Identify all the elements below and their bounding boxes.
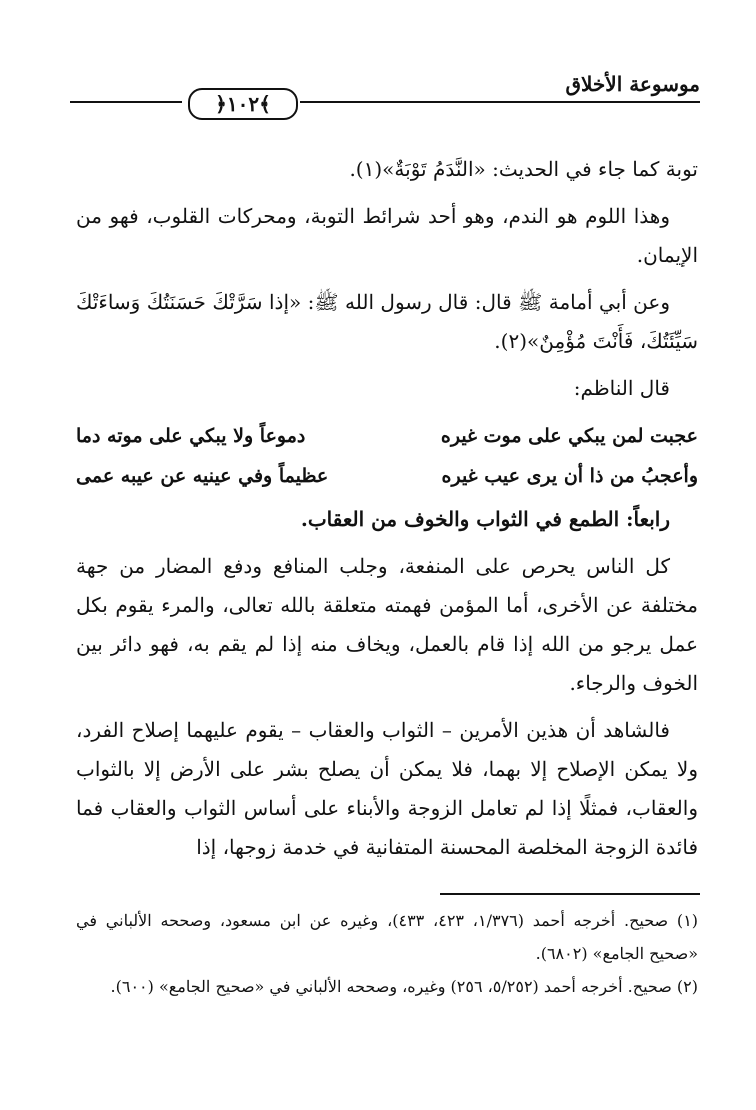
- poem-verse: [76, 456, 698, 496]
- poet-intro: قال الناظم:: [573, 376, 670, 400]
- footnote-1: (١) صحيح. أخرجه أحمد (١/٣٧٦، ٤٢٣، ٤٣٣)، وغيره عن ابن مسعود، وصححه الألباني في «صحيح الجامع» (٦٨٠٢).: [76, 911, 699, 963]
- footnote-rule: [440, 893, 700, 895]
- paragraph-abu-umama: وعن أبي أمامة ﷺ قال: قال رسول الله ﷺ: «إذا سَرَّتْكَ حَسَنَتُكَ وَساءَتْكَ سَيِّئَتُكَ، فَأَنْتَ مُؤْمِنٌ»(٢).: [76, 290, 698, 353]
- poem-verse: [76, 416, 698, 456]
- paragraph-regret: وهذا اللوم هو الندم، وهو أحد شرائط التوبة، ومحركات القلوب، فهو من الإيمان.: [76, 204, 698, 267]
- footnote-2: (٢) صحيح. أخرجه أحمد (٥/٢٥٢، ٢٥٦) وغيره، وصححه الألباني في «صحيح الجامع» (٦٠٠).: [110, 977, 698, 996]
- main-text: [76, 150, 698, 875]
- page-number: ﴿١٠٢﴾: [188, 88, 298, 120]
- paragraph-reward-punishment: فالشاهد أن هذين الأمرين – الثواب والعقاب – يقوم عليهما إصلاح الفرد، ولا يمكن الإصلاح إلا بهما، فلا يمكن أن يصلح بشر على الأرض إلا بالثواب والعقاب، فمثلًا إذا لم تعامل الزوجة والأبناء على أساس الثواب والعقاب فما فائدة الزوجة المخلصة المحسنة المتفانية في خدمة زوجها، إذا: [76, 718, 698, 859]
- verse-first-hemistich: عجبت لمن يبكي على موت غيره: [440, 425, 698, 447]
- verse-second-hemistich: دموعاً ولا يبكي على موته دما: [76, 425, 306, 447]
- section-heading: رابعاً: الطمع في الثواب والخوف من العقاب.: [300, 507, 670, 531]
- verse-second-hemistich: عظيماً وفي عينيه عن عيبه عمى: [76, 465, 329, 487]
- header-rule-right: [300, 101, 700, 103]
- poem: [76, 416, 698, 496]
- verse-first-hemistich: وأعجبُ من ذا أن يرى عيب غيره: [441, 465, 698, 487]
- book-title: موسوعة الأخلاق: [565, 72, 700, 96]
- page-header: [70, 68, 700, 116]
- paragraph-benefit: كل الناس يحرص على المنفعة، وجلب المنافع ودفع المضار من جهة مختلفة عن الأخرى، أما المؤمن فهمته متعلقة بالله تعالى، والمرء يقوم بكل عمل يرجو من الله إذا قام بالعمل، ويخاف منه إذا لم يقم به، فهو دائر بين الخوف والرجاء.: [76, 554, 698, 695]
- paragraph-hadith-repentance: توبة كما جاء في الحديث: «النَّدَمُ تَوْبَةٌ»(١).: [349, 157, 698, 181]
- header-rule-left: [70, 101, 182, 103]
- footnotes: [76, 904, 698, 1003]
